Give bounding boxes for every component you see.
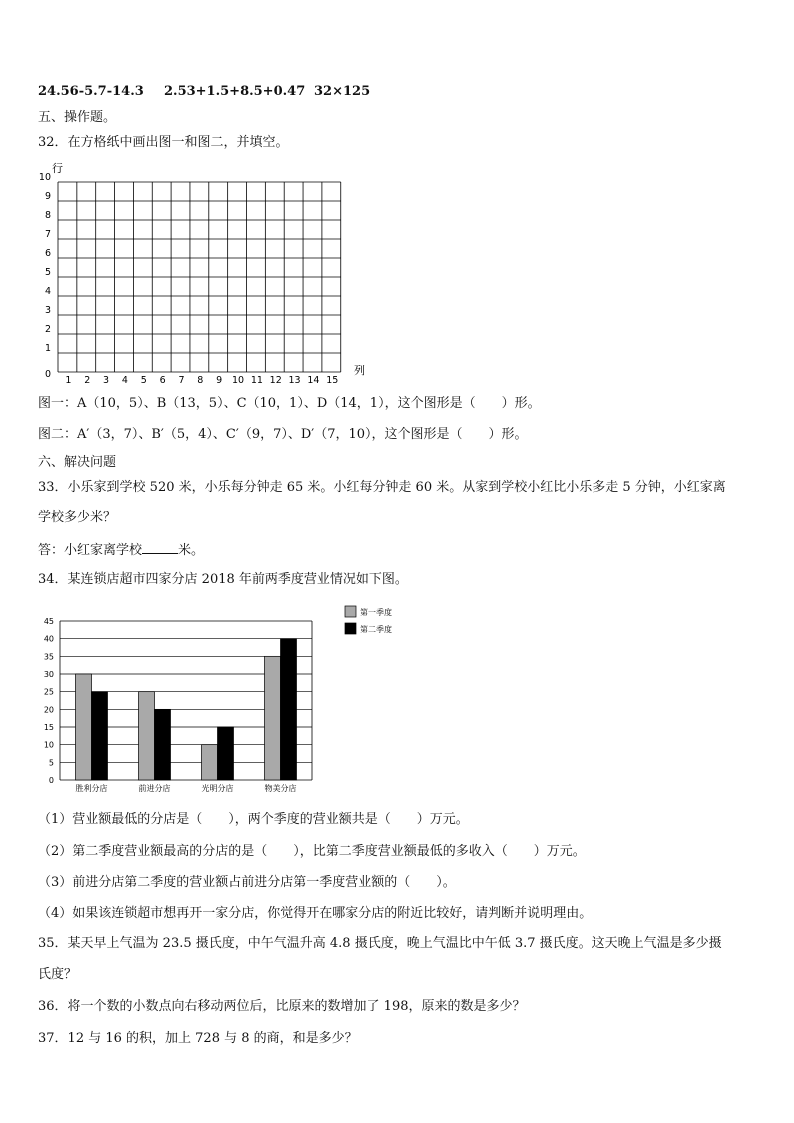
y-tick-label: 15 bbox=[43, 723, 54, 732]
question-33-answer bbox=[38, 541, 204, 559]
column-tick-label: 10 bbox=[231, 375, 245, 386]
column-tick-label: 12 bbox=[269, 375, 282, 386]
section-heading-operation: 五、操作题。 bbox=[38, 110, 117, 125]
grid-labels bbox=[39, 172, 338, 386]
coordinate-grid bbox=[30, 158, 380, 386]
y-tick-label: 5 bbox=[48, 758, 54, 768]
row-tick-label: 6 bbox=[44, 248, 51, 259]
row-axis-label: 行 bbox=[52, 162, 63, 175]
column-tick-label: 5 bbox=[140, 375, 147, 386]
x-tick-label: 物美分店 bbox=[264, 784, 297, 793]
column-tick-label: 15 bbox=[326, 375, 339, 386]
column-tick-label: 14 bbox=[307, 375, 320, 386]
chart-legend bbox=[345, 606, 392, 634]
calc-row bbox=[38, 84, 370, 100]
column-axis-label: 列 bbox=[354, 364, 365, 377]
y-tick-label: 20 bbox=[43, 705, 54, 715]
column-tick-label: 1 bbox=[65, 375, 72, 386]
x-tick-label: 胜利分店 bbox=[75, 784, 108, 793]
question-34-sub-3: （3）前进分店第二季度的营业额占前进分店第一季度营业额的（ ）。 bbox=[38, 875, 456, 890]
bar-1-3 bbox=[202, 745, 218, 780]
bar-1-1 bbox=[76, 674, 92, 780]
column-tick-label: 2 bbox=[84, 375, 91, 386]
y-tick-label: 45 bbox=[43, 617, 54, 626]
x-tick-label: 光明分店 bbox=[201, 784, 234, 793]
row-tick-label: 7 bbox=[44, 229, 51, 240]
column-tick-label: 7 bbox=[178, 375, 185, 386]
row-tick-label: 3 bbox=[44, 305, 51, 316]
row-tick-label: 9 bbox=[44, 191, 51, 202]
sales-bar-chart bbox=[30, 598, 420, 798]
column-tick-label: 8 bbox=[197, 375, 204, 386]
y-tick-label: 40 bbox=[43, 634, 54, 644]
row-tick-label: 8 bbox=[44, 210, 51, 221]
y-tick-label: 30 bbox=[43, 670, 54, 679]
answer-suffix: 米。 bbox=[178, 543, 205, 558]
bar-1-4 bbox=[265, 656, 281, 780]
question-37: 37．12 与 16 的积，加上 728 与 8 的商，和是多少？ bbox=[38, 1031, 358, 1046]
column-tick-label: 9 bbox=[216, 375, 223, 386]
legend-swatch-q2 bbox=[345, 623, 356, 634]
bar-2-3 bbox=[218, 727, 234, 780]
legend-label-q2: 第二季度 bbox=[360, 625, 392, 634]
question-36: 36．将一个数的小数点向右移动两位后，比原来的数增加了 198，原来的数是多少？ bbox=[38, 999, 526, 1014]
question-35-line-2: 氏度？ bbox=[38, 967, 78, 982]
question-33-line-2: 学校多少米？ bbox=[38, 510, 117, 525]
x-tick-label: 前进分店 bbox=[138, 784, 171, 793]
y-tick-label: 10 bbox=[43, 740, 54, 750]
section-heading-problems: 六、解决问题 bbox=[38, 455, 117, 470]
row-tick-label: 0 bbox=[44, 369, 51, 380]
question-35-line-1: 35．某天早上气温为 23.5 摄氏度，中午气温升高 4.8 摄氏度，晚上气温比中午低 3.7 摄氏度。这天晚上气温是多少摄 bbox=[38, 936, 722, 951]
figure-1-text: 图一：A（10，5）、B（13，5）、C（10，1）、D（14，1），这个图形是（ ）形。 bbox=[38, 396, 541, 411]
bar-1-2 bbox=[139, 692, 155, 780]
legend-label-q1: 第一季度 bbox=[360, 608, 392, 617]
bar-2-4 bbox=[281, 639, 297, 780]
column-tick-label: 4 bbox=[121, 375, 128, 386]
bar-2-1 bbox=[92, 692, 108, 780]
question-34-sub-4: （4）如果该连锁超市想再开一家分店，你觉得开在哪家分店的附近比较好，请判断并说明理由。 bbox=[38, 906, 593, 921]
row-tick-label: 10 bbox=[38, 172, 51, 183]
grid-lines bbox=[58, 182, 341, 372]
calc-expression-1: 24.56-5.7-14.3 bbox=[38, 84, 144, 99]
column-tick-label: 13 bbox=[288, 375, 301, 386]
column-tick-label: 11 bbox=[250, 375, 263, 386]
row-tick-label: 4 bbox=[44, 286, 51, 297]
question-34-sub-2: （2）第二季度营业额最高的分店的是（ ），比第二季度营业额最低的多收入（ ）万元。 bbox=[38, 844, 586, 859]
row-tick-label: 5 bbox=[44, 267, 51, 278]
y-tick-label: 35 bbox=[43, 652, 54, 662]
answer-blank[interactable] bbox=[142, 541, 178, 554]
question-33-line-1: 33．小乐家到学校 520 米，小乐每分钟走 65 米。小红每分钟走 60 米。从家到学校小红比小乐多走 5 分钟，小红家离 bbox=[38, 480, 726, 495]
column-tick-label: 6 bbox=[159, 375, 166, 386]
bar-2-2 bbox=[155, 709, 171, 780]
calc-expression-3: 32×125 bbox=[314, 84, 371, 99]
question-32-title: 32．在方格纸中画出图一和图二，并填空。 bbox=[38, 135, 289, 150]
row-tick-label: 2 bbox=[44, 324, 51, 335]
y-tick-label: 0 bbox=[48, 776, 54, 785]
row-tick-label: 1 bbox=[44, 343, 51, 354]
column-tick-label: 3 bbox=[103, 375, 110, 386]
question-34-sub-1: （1）营业额最低的分店是（ ），两个季度的营业额共是（ ）万元。 bbox=[38, 812, 469, 827]
legend-swatch-q1 bbox=[345, 606, 356, 617]
question-34-title: 34．某连锁店超市四家分店 2018 年前两季度营业情况如下图。 bbox=[38, 572, 408, 587]
calc-expression-2: 2.53+1.5+8.5+0.47 bbox=[164, 84, 306, 99]
y-tick-label: 25 bbox=[43, 687, 54, 697]
answer-prefix: 答：小红家离学校 bbox=[38, 543, 143, 558]
figure-2-text: 图二：A′（3，7）、B′（5，4）、C′（9，7）、D′（7，10），这个图形是（ ）形。 bbox=[38, 427, 528, 442]
